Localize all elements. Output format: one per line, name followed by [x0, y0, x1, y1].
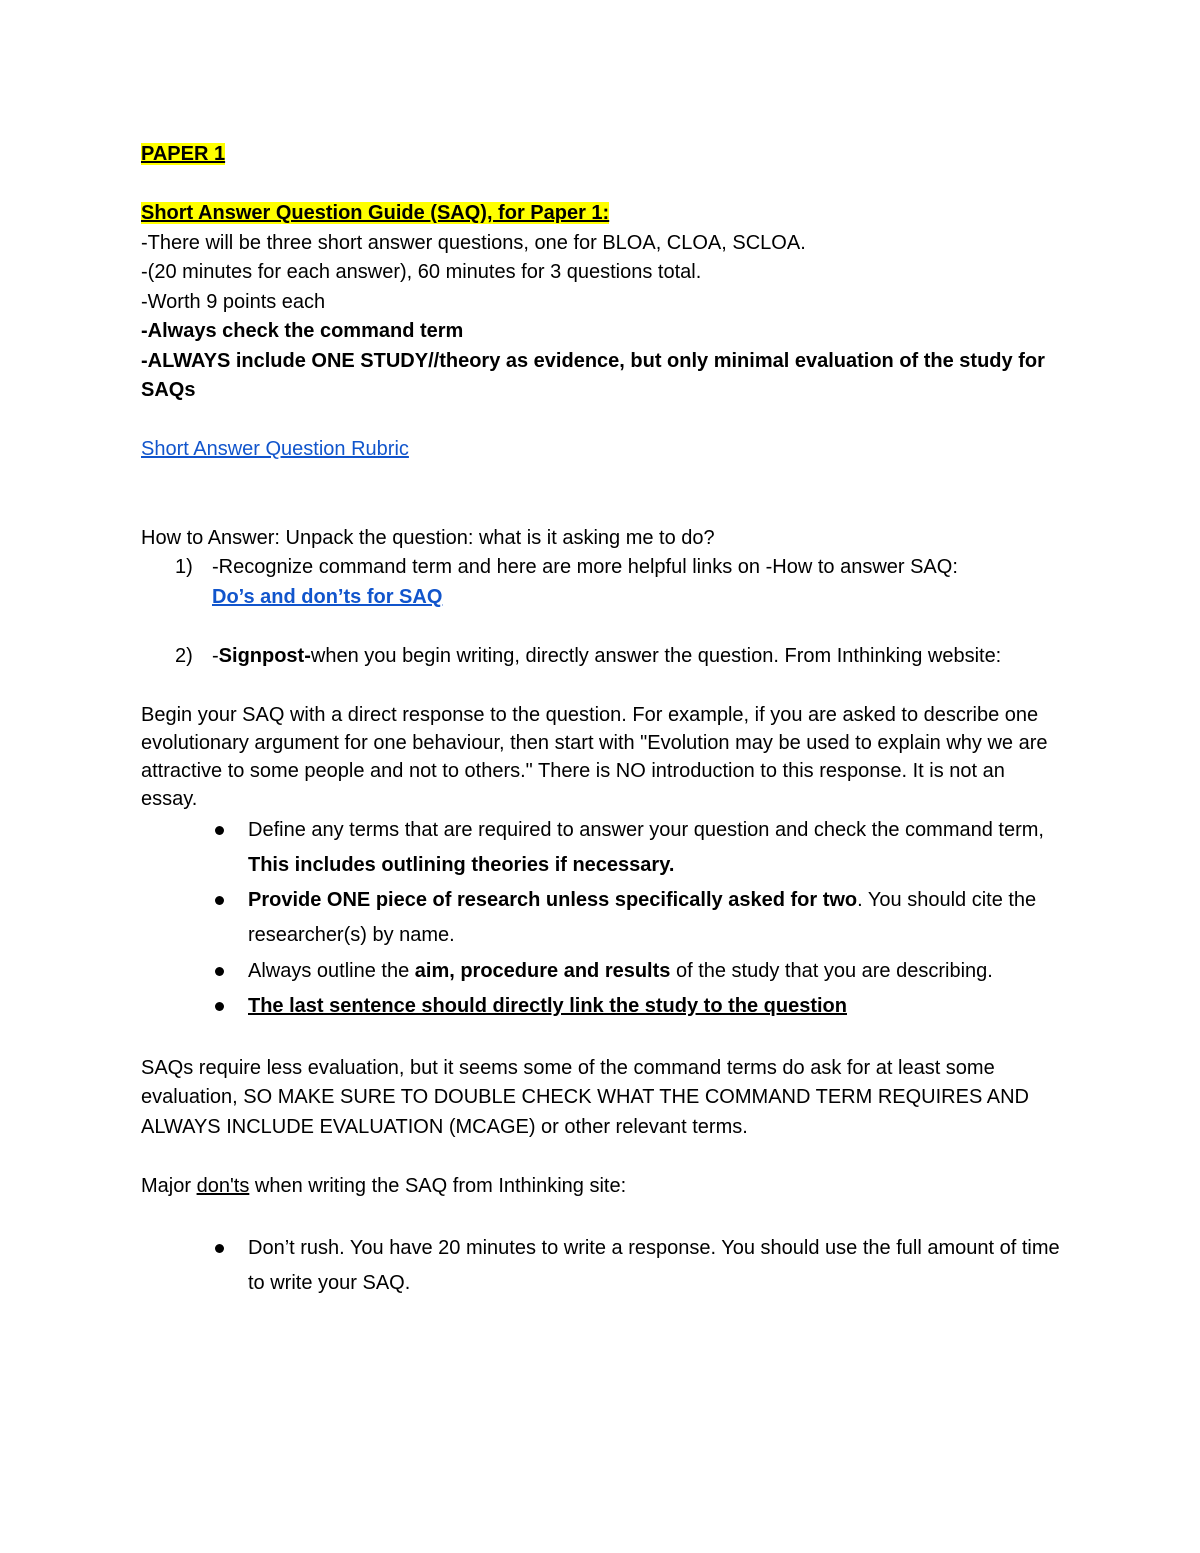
- list-item: The last sentence should directly link the study to the question: [141, 989, 1061, 1024]
- step-1-text: -Recognize command term and here are more helpful links on -How to answer SAQ:: [212, 556, 958, 578]
- list-item: Define any terms that are required to answer your question and check the command term, This includes outlining theories if necessary.: [141, 813, 1061, 884]
- guide-bold-line: -Always check the command term: [141, 320, 464, 342]
- step-2: [141, 642, 1061, 672]
- how-to-intro: How to Answer: Unpack the question: what is it asking me to do?: [141, 526, 715, 549]
- step-2-prefix: -: [212, 644, 219, 667]
- list-item: Don’t rush. You have 20 minutes to write a response. You should use the full amount of time to write your SAQ.: [141, 1231, 1061, 1302]
- bullet-icon: [215, 896, 224, 905]
- step-number: 2): [175, 644, 193, 667]
- list-item: Provide ONE piece of research unless specifically asked for two. You should cite the researcher(s) by name.: [141, 883, 1061, 954]
- step-2-text: when you begin writing, directly answer the question. From Inthinking website:: [310, 644, 1002, 667]
- step-number: 1): [175, 556, 193, 578]
- begin-paragraph: Begin your SAQ with a direct response to the question. For example, if you are asked to describe one evolutionary argument for one behaviour, then start with "Evolution may be used to explain why we are attractive to some people and not to others." There is NO introduction to this response. It is not an essay.: [141, 703, 1048, 810]
- step-1: [141, 553, 1061, 612]
- major-donts-line: Major don'ts when writing the SAQ from Inthinking site:: [141, 1174, 627, 1197]
- signpost-term: Signpost-: [218, 644, 311, 667]
- guide-line: -(20 minutes for each answer), 60 minutes for 3 questions total.: [141, 261, 702, 283]
- saq-paragraph: SAQs require less evaluation, but it seems some of the command terms do ask for at least some evaluation, SO MAKE SURE TO DOUBLE CHECK WHAT THE COMMAND TERM REQUIRES AND ALWAYS INCLUDE EVALUATION (MCAGE) or other relevant terms.: [141, 1056, 1029, 1138]
- tips-list: [141, 813, 1061, 1025]
- bullet-icon: [215, 1244, 224, 1253]
- document-body: [141, 140, 1061, 1301]
- guide-heading: Short Answer Question Guide (SAQ), for Paper 1:: [141, 202, 610, 224]
- bullet-icon: [215, 826, 224, 835]
- bullet-icon: [215, 967, 224, 976]
- donts-list: [141, 1231, 1061, 1302]
- list-item: Always outline the aim, procedure and results of the study that you are describing.: [141, 954, 1061, 989]
- bullet-icon: [215, 1002, 224, 1011]
- guide-line: -Worth 9 points each: [141, 290, 326, 313]
- guide-bold-line: -ALWAYS include ONE STUDY//theory as evidence, but only minimal evaluation of the study for SAQs: [141, 349, 1045, 401]
- rubric-link[interactable]: Short Answer Question Rubric: [141, 438, 409, 460]
- dos-and-donts-link[interactable]: Do’s and don’ts for SAQ: [212, 585, 443, 608]
- page-title: PAPER 1: [141, 143, 226, 165]
- guide-line: -There will be three short answer questions, one for BLOA, CLOA, SCLOA.: [141, 231, 806, 254]
